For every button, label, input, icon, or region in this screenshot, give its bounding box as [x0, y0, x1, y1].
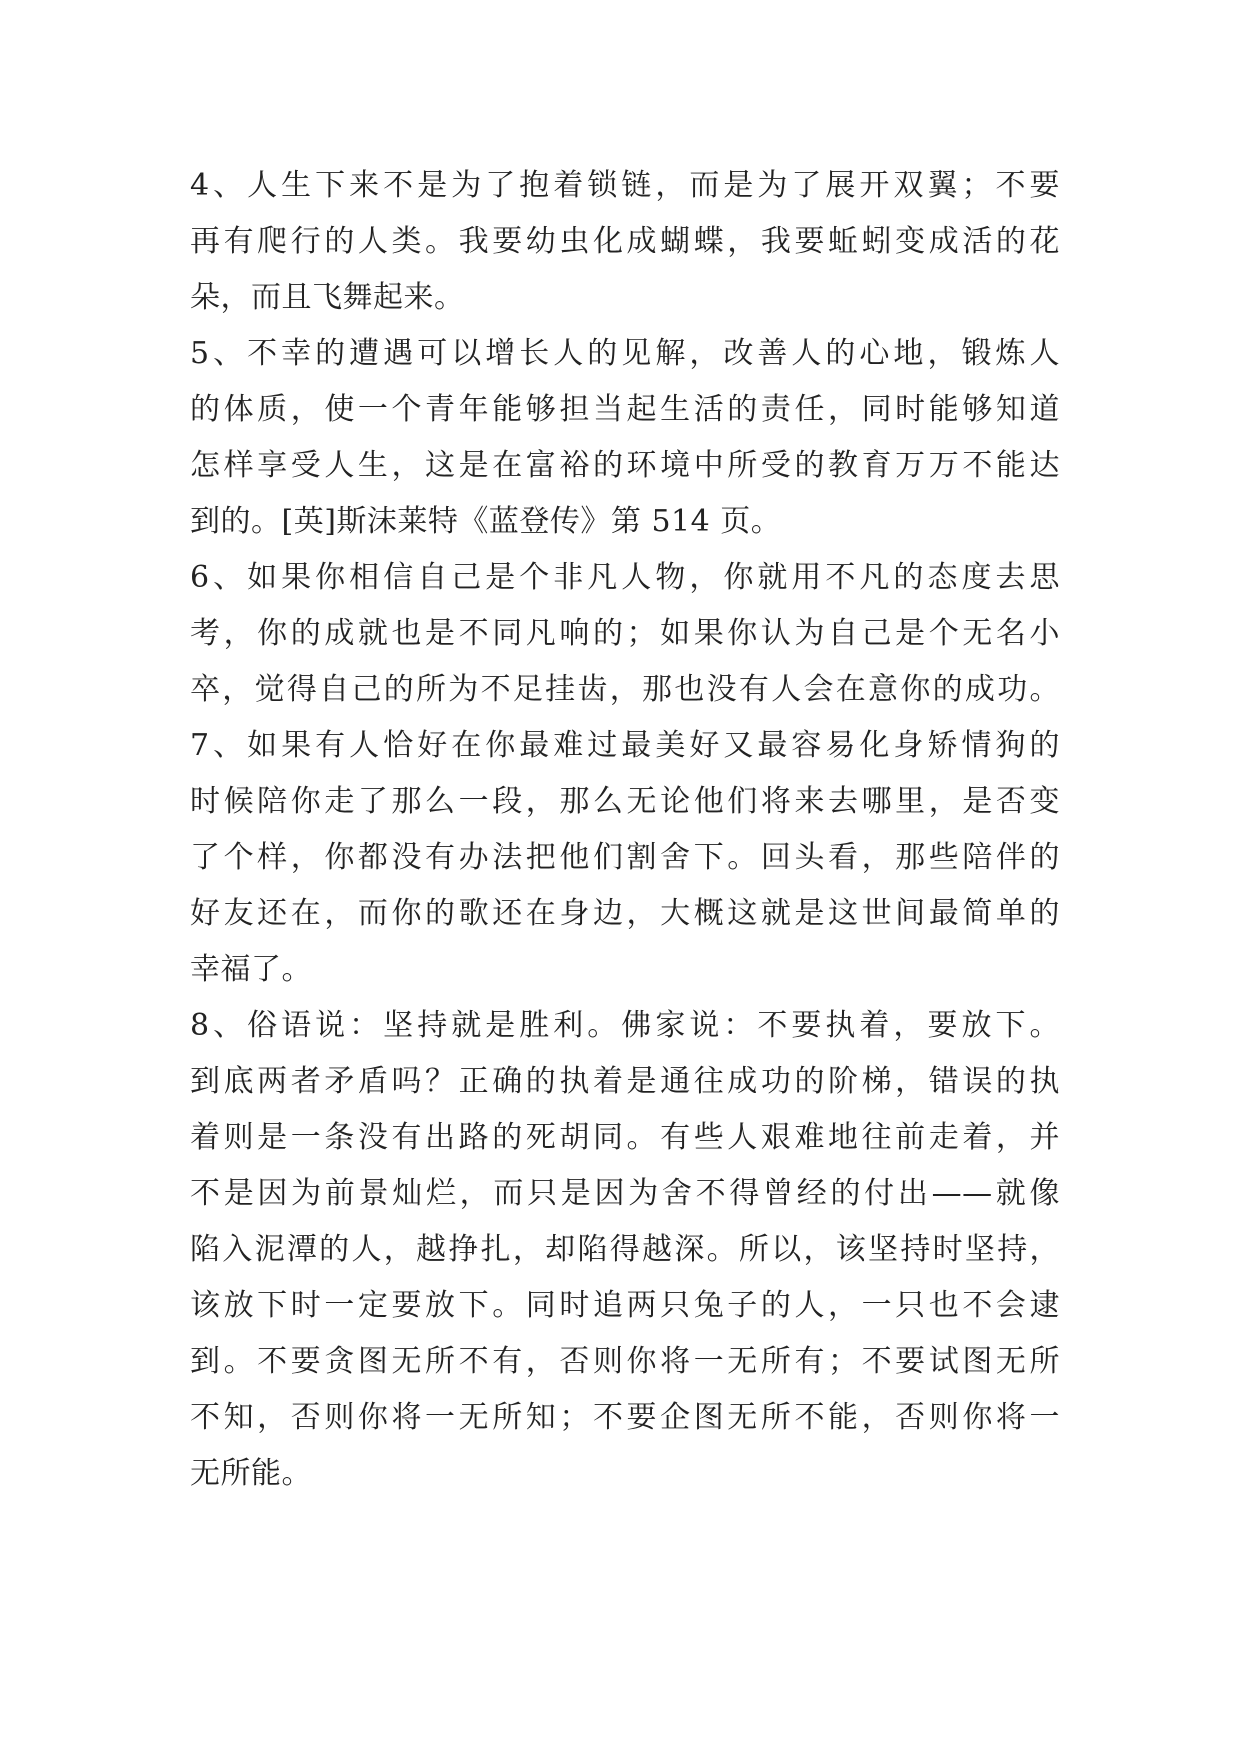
text-line: 不知，否则你将一无所知；不要企图无所不能，否则你将一 — [190, 1400, 1060, 1435]
paragraph-6 — [190, 550, 1060, 718]
document-body — [190, 158, 1060, 1502]
text-line: 陷入泥潭的人，越挣扎，却陷得越深。所以，该坚持时坚持， — [190, 1232, 1060, 1267]
paragraph-7 — [190, 718, 1060, 998]
text-line: 时候陪你走了那么一段，那么无论他们将来去哪里，是否变 — [190, 784, 1060, 819]
text-line: 着则是一条没有出路的死胡同。有些人艰难地往前走着，并 — [190, 1120, 1060, 1155]
text-line: 8、俗语说：坚持就是胜利。佛家说：不要执着，要放下。 — [190, 1008, 1060, 1043]
text-line: 无所能。 — [190, 1456, 312, 1491]
text-line: 怎样享受人生，这是在富裕的环境中所受的教育万万不能达 — [190, 448, 1060, 483]
text-line: 了个样，你都没有办法把他们割舍下。回头看，那些陪伴的 — [190, 840, 1060, 875]
text-line: 朵，而且飞舞起来。 — [190, 280, 465, 315]
text-line: 再有爬行的人类。我要幼虫化成蝴蝶，我要蚯蚓变成活的花 — [190, 224, 1060, 259]
text-line: 该放下时一定要放下。同时追两只兔子的人，一只也不会逮 — [190, 1288, 1060, 1323]
text-line: 到的。[英]斯沫莱特《蓝登传》第 514 页。 — [190, 504, 782, 539]
text-line: 6、如果你相信自己是个非凡人物，你就用不凡的态度去思 — [190, 560, 1060, 595]
text-line: 的体质，使一个青年能够担当起生活的责任，同时能够知道 — [190, 392, 1060, 427]
text-line: 7、如果有人恰好在你最难过最美好又最容易化身矫情狗的 — [190, 728, 1060, 763]
text-line: 卒，觉得自己的所为不足挂齿，那也没有人会在意你的成功。 — [190, 672, 1060, 707]
text-line: 4、人生下来不是为了抱着锁链，而是为了展开双翼；不要 — [190, 168, 1060, 203]
text-line: 不是因为前景灿烂，而只是因为舍不得曾经的付出——就像 — [190, 1176, 1060, 1211]
text-line: 到。不要贪图无所不有，否则你将一无所有；不要试图无所 — [190, 1344, 1060, 1379]
paragraph-5 — [190, 326, 1060, 550]
text-line: 5、不幸的遭遇可以增长人的见解，改善人的心地，锻炼人 — [190, 336, 1060, 371]
text-line: 幸福了。 — [190, 952, 312, 987]
paragraph-4 — [190, 158, 1060, 326]
paragraph-8 — [190, 998, 1060, 1502]
text-line: 好友还在，而你的歌还在身边，大概这就是这世间最简单的 — [190, 896, 1060, 931]
text-line: 到底两者矛盾吗？正确的执着是通往成功的阶梯，错误的执 — [190, 1064, 1060, 1099]
text-line: 考，你的成就也是不同凡响的；如果你认为自己是个无名小 — [190, 616, 1060, 651]
